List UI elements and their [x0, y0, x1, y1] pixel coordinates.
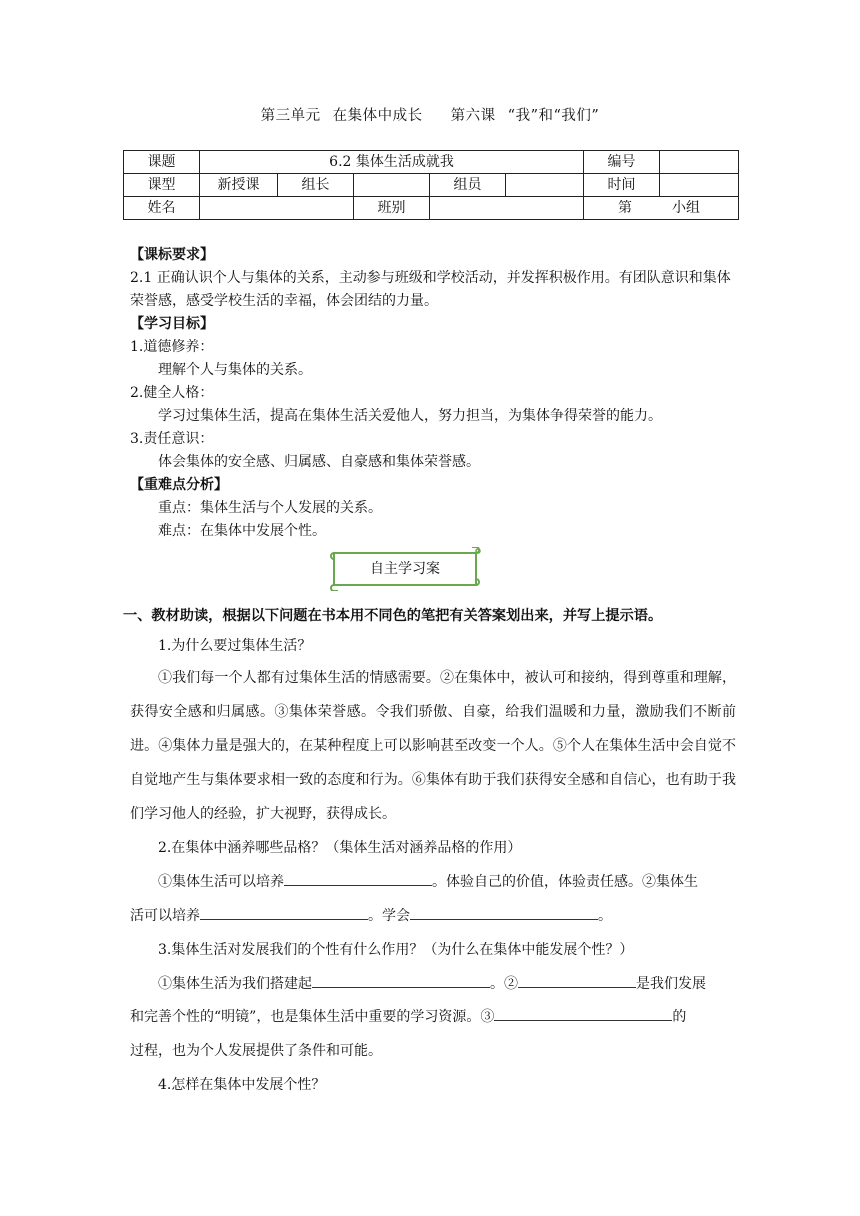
difficult-point: 难点：在集体中发展个性。 — [158, 523, 326, 539]
standards-text: 2.1 正确认识个人与集体的关系，主动参与班级和学校活动，并发挥积极作用。有团队意识和集体荣誉感，感受学校生活的幸福，体会团结的力量。 — [130, 270, 731, 309]
members-field[interactable] — [506, 174, 584, 197]
goal-2-label: 2.健全人格： — [130, 385, 214, 401]
question-3: 3.集体生活对发展我们的个性有什么作用？（为什么在集体中能发展个性？） — [158, 942, 634, 958]
leader-field[interactable] — [354, 174, 430, 197]
goal-1-label: 1.道德修养： — [130, 339, 214, 355]
unit-title: 在集体中成长 — [332, 108, 423, 124]
self-study-banner — [328, 547, 482, 591]
question-2: 2.在集体中涵养哪些品格？（集体生活对涵养品格的作用） — [158, 840, 522, 856]
name-label: 姓名 — [124, 197, 200, 220]
blank-field[interactable] — [494, 1006, 672, 1021]
unit-label: 第三单元 — [260, 108, 321, 124]
lesson-info-table — [123, 150, 739, 220]
goal-3-label: 3.责任意识： — [130, 431, 214, 447]
topic-value: 6.2 集体生活成就我 — [200, 151, 584, 174]
answer-3-line-1: ①集体生活为我们搭建起 。② 是我们发展 — [158, 973, 706, 993]
group-cell[interactable] — [584, 197, 739, 220]
answer-3-line-3: 过程，也为个人发展提供了条件和可能。 — [130, 1043, 382, 1059]
answer-2-line-2: 活可以培养 。学会 。 — [130, 905, 612, 925]
topic-label: 课题 — [124, 151, 200, 174]
number-label: 编号 — [584, 151, 660, 174]
banner-label: 自主学习案 — [370, 561, 440, 577]
leader-label: 组长 — [278, 174, 354, 197]
goal-2-text: 学习过集体生活，提高在集体生活关爱他人，努力担当，为集体争得荣誉的能力。 — [158, 408, 662, 424]
class-label: 班别 — [354, 197, 430, 220]
goal-1-text: 理解个人与集体的关系。 — [158, 362, 312, 378]
table-row — [124, 151, 739, 174]
answer-1-paragraph: ①我们每一个人都有过集体生活的情感需要。②在集体中，被认可和接纳，得到尊重和理解，获得安全感和归属感。③集体荣誉感。令我们骄傲、自豪，给我们温暖和力量，激励我们不断前进。④集体力量是强大的，在某种程度上可以影响甚至改变一个人。⑤个人在集体生活中会自觉不自觉地产生与集体要求相一致的态度和行为。⑥集体有助于我们获得安全感和自信心，也有助于我们学习他人的经验，扩大视野，获得成长。 — [130, 670, 736, 822]
standards-title: 【课标要求】 — [130, 247, 214, 263]
name-field[interactable] — [200, 197, 354, 220]
answer-2-line-1: ①集体生活可以培养 。体验自己的价值，体验责任感。②集体生 — [158, 871, 698, 891]
table-row — [124, 197, 739, 220]
blank-field[interactable] — [518, 973, 636, 988]
lesson-title: “我”和“我们” — [507, 108, 600, 124]
answer-3-line-2: 和完善个性的“明镜”，也是集体生活中重要的学习资源。③ 的 — [130, 1006, 686, 1026]
key-point: 重点：集体生活与个人发展的关系。 — [158, 500, 382, 516]
group-suffix: 小组 — [672, 200, 701, 216]
question-4: 4.怎样在集体中发展个性？ — [158, 1077, 326, 1093]
page-heading — [0, 104, 860, 125]
group-prefix: 第 — [618, 200, 633, 216]
question-1: 1.为什么要过集体生活？ — [158, 638, 312, 654]
key-points-title: 【重难点分析】 — [130, 477, 228, 493]
type-label: 课型 — [124, 174, 200, 197]
type-value: 新授课 — [200, 174, 278, 197]
time-label: 时间 — [584, 174, 660, 197]
section1-title: 一、教材助读，根据以下问题在书本用不同色的笔把有关答案划出来，并写上提示语。 — [123, 608, 663, 624]
blank-field[interactable] — [200, 905, 368, 920]
lesson-label: 第六课 — [450, 108, 496, 124]
blank-field[interactable] — [312, 973, 490, 988]
members-label: 组员 — [430, 174, 506, 197]
class-field[interactable] — [430, 197, 584, 220]
blank-field[interactable] — [410, 905, 598, 920]
goals-title: 【学习目标】 — [130, 316, 214, 332]
table-row — [124, 174, 739, 197]
number-field[interactable] — [660, 151, 739, 174]
time-field[interactable] — [660, 174, 739, 197]
goal-3-text: 体会集体的安全感、归属感、自豪感和集体荣誉感。 — [158, 454, 480, 470]
blank-field[interactable] — [284, 871, 432, 886]
